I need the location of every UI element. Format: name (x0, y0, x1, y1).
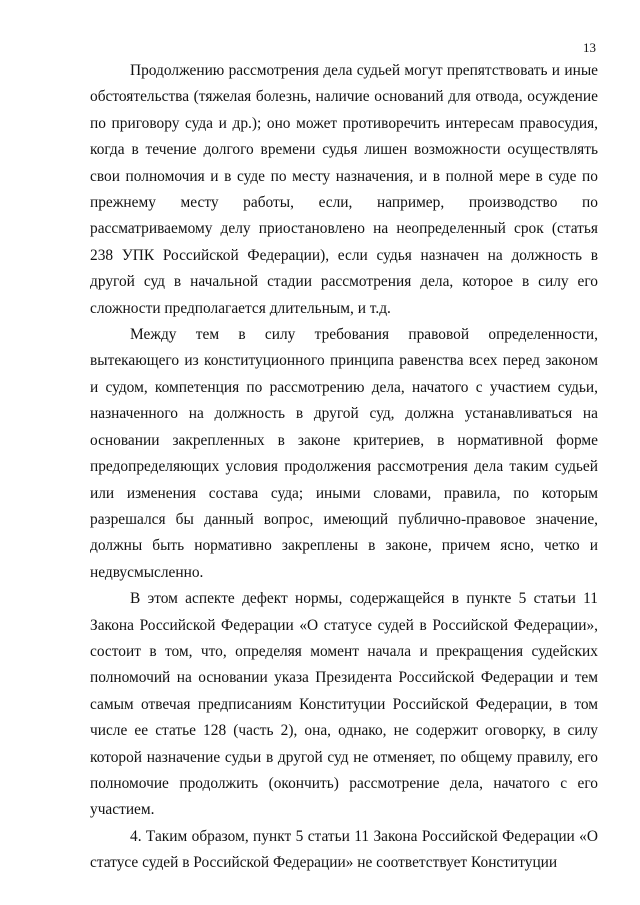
page-number: 13 (583, 40, 596, 55)
body-text (90, 58, 598, 877)
paragraph-2: Между тем в силу требования правовой определенности, вытекающего из конституционного принципа равенства всех перед законом и судом, компетенция по рассмотрению дела, начатого с участием судьи, назначенного на должность в другой суд, должна устанавливаться на основании закрепленных в законе критериев, в нормативной форме предопределяющих условия продолжения рассмотрения дела таким судьей или изменения состава суда; иными словами, правила, по которым разрешался бы данный вопрос, имеющий публично-правовое значение, должны быть нормативно закреплены в законе, причем ясно, четко и недвусмысленно. (90, 326, 598, 581)
paragraph-3: В этом аспекте дефект нормы, содержащейся в пункте 5 статьи 11 Закона Российской Федерации «О статусе судей в Российской Федерации», состоит в том, что, определяя момент начала и прекращения судейских полномочий на основании указа Президента Российской Федерации и тем самым отвечая предписаниям Конституции Российской Федерации, в том числе ее статье 128 (часть 2), она, однако, не содержит оговорку, в силу которой назначение судьи в другой суд не отменяет, по общему правилу, его полномочие продолжить (окончить) рассмотрение дела, начатого с его участием. (90, 590, 598, 819)
paragraph-1: Продолжению рассмотрения дела судьей могут препятствовать и иные обстоятельства (тяжелая болезнь, наличие оснований для отвода, осуждение по приговору суда и др.); оно может противоречить интересам правосудия, когда в течение долгого времени судья лишен возможности осуществлять свои полномочия и в суде по месту назначения, и в полной мере в суде по прежнему месту работы, если, например, производство по рассматриваемому делу приостановлено на неопределенный срок (статья 238 УПК Российской Федерации), если судья назначен на должность в другой суд в начальной стадии рассмотрения дела, которое в силу его сложности предполагается длительным, и т.д. (90, 62, 598, 317)
paragraph-4: 4. Таким образом, пункт 5 статьи 11 Закона Российской Федерации «О статусе судей в Российской Федерации» не соответствует Конституции (90, 827, 598, 872)
